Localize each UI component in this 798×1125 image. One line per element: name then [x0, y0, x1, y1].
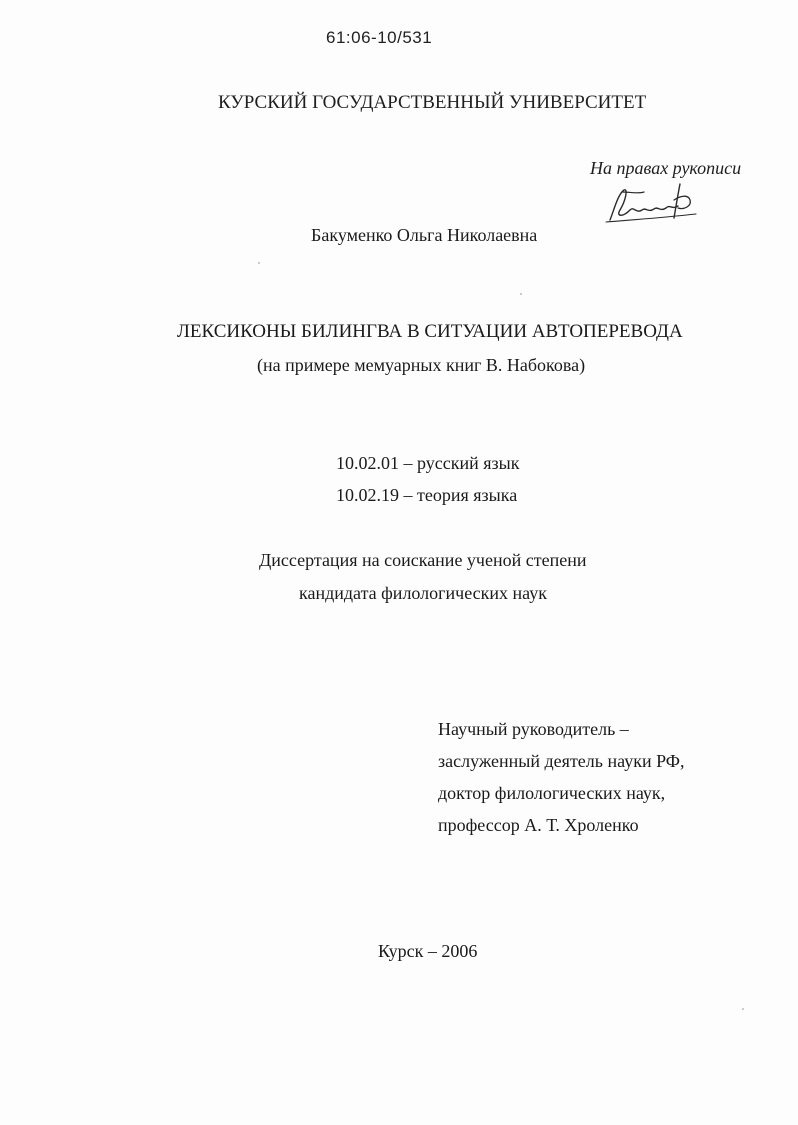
city-year: Курск – 2006	[378, 941, 478, 961]
supervisor-block	[438, 713, 685, 841]
handwritten-signature	[600, 180, 710, 226]
university-name: КУРСКИЙ ГОСУДАРСТВЕННЫЙ УНИВЕРСИТЕТ	[218, 92, 647, 113]
supervisor-line: профессор А. Т. Хроленко	[438, 815, 639, 835]
specialty-code: 10.02.01 – русский язык	[336, 453, 520, 473]
archive-stamp-number: 61:06-10/531	[326, 28, 433, 47]
degree-line: кандидата филологических наук	[299, 583, 547, 603]
dissertation-subtitle: (на примере мемуарных книг В. Набокова)	[257, 355, 586, 375]
degree-line: Диссертация на соискание ученой степени	[259, 550, 587, 570]
scan-speck	[258, 262, 260, 264]
supervisor-line: заслуженный деятель науки РФ,	[438, 751, 685, 771]
supervisor-line: Научный руководитель –	[438, 719, 629, 739]
supervisor-line: доктор филологических наук,	[438, 783, 666, 803]
dissertation-title: ЛЕКСИКОНЫ БИЛИНГВА В СИТУАЦИИ АВТОПЕРЕВОДА	[177, 321, 683, 342]
rights-note: На правах рукописи	[590, 158, 742, 178]
scan-speck	[742, 1008, 744, 1010]
scan-speck	[520, 293, 522, 295]
specialty-code: 10.02.19 – теория языка	[336, 485, 518, 505]
author-name: Бакуменко Ольга Николаевна	[311, 225, 538, 245]
